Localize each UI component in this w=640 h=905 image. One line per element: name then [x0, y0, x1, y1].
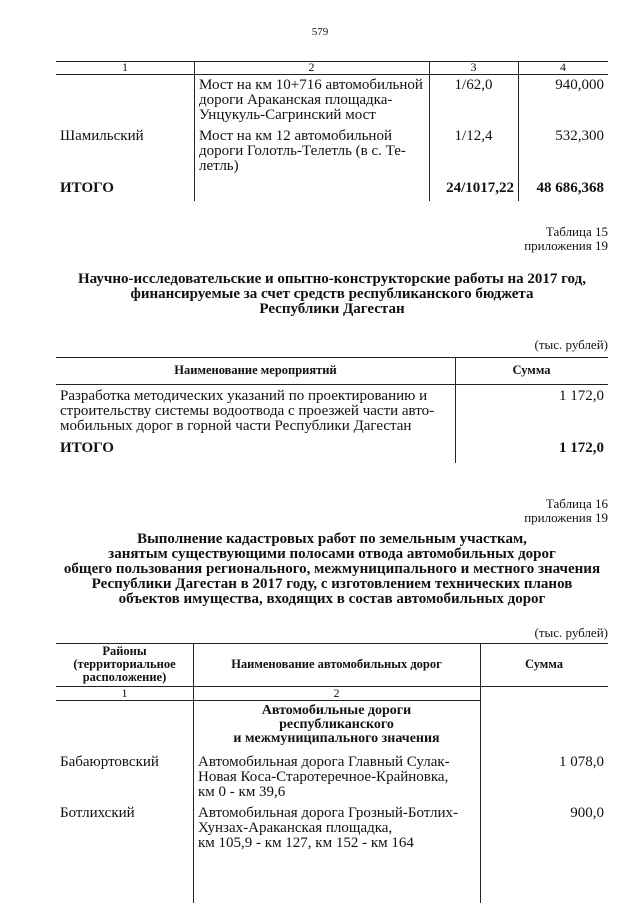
road-name-line: Унцукуль-Сагринский мост [199, 107, 376, 123]
title-line: Научно-исследовательские и опытно-конструкторские работы на 2017 год, [78, 271, 586, 287]
col-divider [194, 61, 195, 201]
table-caption-line: приложения 19 [524, 238, 608, 253]
title-line: объектов имущества, входящих в состав автомобильных дорог [118, 591, 546, 607]
road-name-line: км 105,9 - км 127, км 152 - км 164 [198, 835, 414, 851]
col-number: 1 [122, 60, 128, 74]
road-name-line: Автомобильная дорога Грозный-Ботлих- [198, 805, 459, 821]
district-name: Ботлихский [60, 805, 135, 821]
title-line: общего пользования регионального, межмуниципального и местного значения [63, 561, 601, 577]
column-header: Районы [102, 644, 147, 658]
district-name: Шамильский [60, 128, 144, 144]
title-line: Республики Дагестан в 2017 году, с изготовлением технических планов [91, 576, 573, 592]
sum-value: 940,000 [555, 77, 604, 93]
title-line: финансируемые за счет средств республиканского бюджета [130, 286, 534, 302]
table-caption-line: приложения 19 [524, 510, 608, 525]
length-value: 1/62,0 [454, 77, 493, 93]
column-header: Наименование мероприятий [174, 363, 337, 377]
total-sum: 48 686,368 [536, 180, 604, 196]
column-header: Сумма [525, 657, 563, 671]
column-header: Сумма [512, 363, 551, 377]
activity-name-line: строительству системы водоотвода с проезжей части авто- [60, 403, 435, 419]
table-caption-line: Таблица 15 [545, 224, 608, 239]
total-label: ИТОГО [60, 440, 114, 456]
road-name-line: Мост на км 10+716 автомобильной [199, 77, 423, 93]
title-line: Республики Дагестан [259, 301, 405, 317]
unit-label: (тыс. рублей) [534, 625, 608, 640]
length-value: 1/12,4 [454, 128, 493, 144]
road-name-line: Автомобильная дорога Главный Сулак- [198, 754, 450, 770]
unit-label: (тыс. рублей) [534, 337, 608, 352]
title-line: Выполнение кадастровых работ по земельным участкам, [137, 531, 527, 547]
sum-value: 1 172,0 [559, 388, 604, 404]
table-header-border [56, 74, 608, 75]
road-name-line: Хунзах-Араканская площадка, [198, 820, 393, 836]
road-name-line: Мост на км 12 автомобильной [199, 128, 392, 144]
column-header: (территориальное [73, 657, 176, 671]
col-number: 2 [333, 686, 340, 700]
table-caption-line: Таблица 16 [545, 496, 608, 511]
col-number: 1 [121, 686, 128, 700]
section-heading-line: Автомобильные дороги [261, 703, 412, 718]
road-name-line: Новая Коса-Старотеречное-Крайновка, [198, 769, 449, 785]
column-header: Наименование автомобильных дорог [231, 657, 442, 671]
table-top-border [56, 357, 608, 358]
table-number-border [56, 700, 480, 701]
activity-name-line: мобильных дорог в горной части Республики Дагестан [60, 418, 412, 434]
column-header: расположение) [82, 670, 167, 684]
total-length: 24/1017,22 [446, 180, 514, 196]
section-heading-line: и межмуниципального значения [233, 731, 440, 746]
road-name-line: км 0 - км 39,6 [198, 784, 286, 800]
title-line: занятым существующими полосами отвода автомобильных дорог [108, 546, 556, 562]
col-divider [193, 643, 194, 903]
col-number: 3 [470, 60, 477, 74]
district-name: Бабаюртовский [60, 754, 159, 770]
col-divider [480, 643, 481, 903]
page-number: 579 [311, 26, 329, 38]
section-heading-line: республиканского [279, 717, 394, 732]
road-name-line: дороги Голотль-Телетль (в с. Те- [199, 143, 406, 159]
sum-value: 532,300 [555, 128, 604, 144]
col-number: 2 [308, 60, 315, 74]
road-name-line: летль) [199, 158, 239, 174]
col-number: 4 [560, 60, 566, 74]
sum-value: 900,0 [570, 805, 604, 821]
road-name-line: дороги Араканская площадка- [199, 92, 393, 108]
activity-name-line: Разработка методических указаний по проектированию и [60, 388, 428, 404]
total-label: ИТОГО [60, 180, 114, 196]
table-header-border [56, 384, 608, 385]
sum-value: 1 078,0 [559, 754, 604, 770]
total-sum: 1 172,0 [559, 440, 604, 456]
